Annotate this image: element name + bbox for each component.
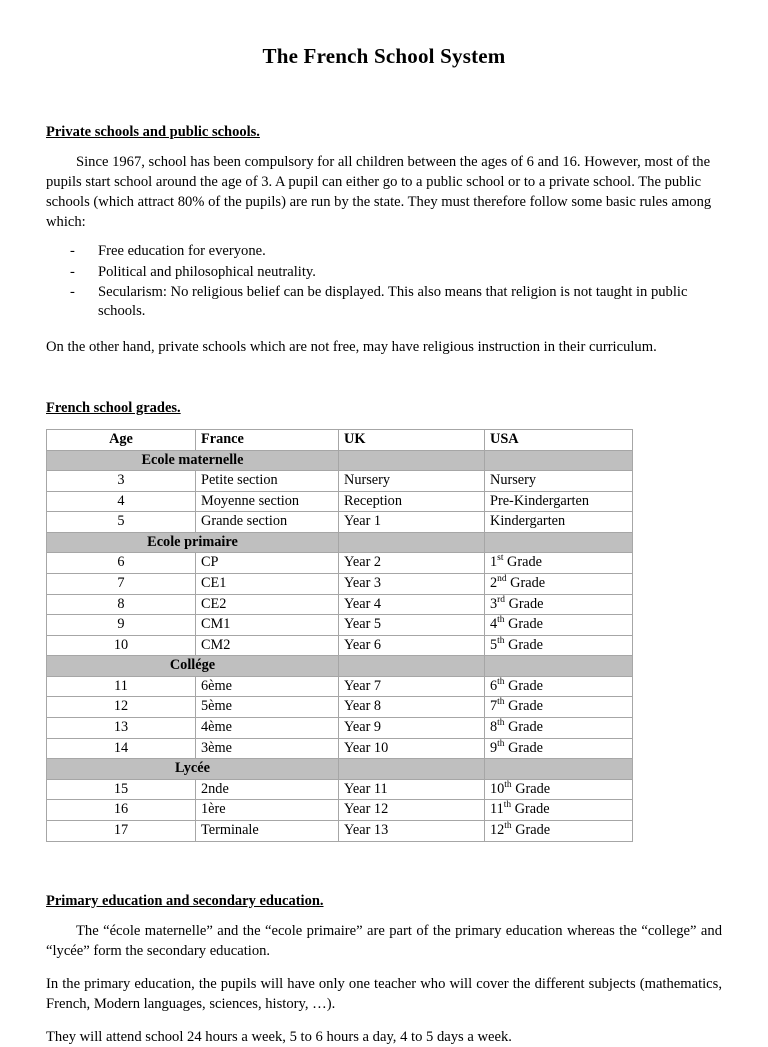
usa-grade-number: 7 [490, 698, 498, 715]
cell-age: 11 [47, 676, 196, 697]
ordinal-suffix: th [497, 677, 505, 688]
table-row [47, 676, 633, 697]
cell-france: CE2 [196, 594, 339, 615]
usa-grade-word: Grade [504, 677, 543, 694]
section-row-ecole-primaire [47, 532, 633, 553]
cell-france: 6ème [196, 676, 339, 697]
cell-uk: Year 7 [339, 676, 485, 697]
cell-uk: Year 1 [339, 512, 485, 533]
cell-uk: Year 9 [339, 718, 485, 739]
cell-usa [485, 820, 633, 841]
cell-usa [485, 553, 633, 574]
usa-grade-word: Grade [506, 574, 546, 591]
usa-grade-number: 4 [490, 616, 498, 633]
column-header-age: Age [47, 429, 196, 450]
usa-grade-number: 3 [490, 595, 498, 612]
ordinal-suffix: nd [497, 574, 507, 585]
usa-grade-number: 2 [490, 574, 498, 591]
cell-age: 4 [47, 491, 196, 512]
cell-france: 2nde [196, 779, 339, 800]
table-row [47, 573, 633, 594]
cell-uk: Nursery [339, 471, 485, 492]
cell-age: 7 [47, 573, 196, 594]
usa-grade-number: 1 [490, 554, 498, 571]
list-item-label: Free education for everyone. [98, 243, 266, 260]
usa-grade-number: 5 [490, 636, 498, 653]
paragraph-private-schools-curriculum: On the other hand, private schools which are not free, may have religious instruction in their curriculum. [46, 338, 657, 355]
ordinal-suffix: th [497, 738, 505, 749]
usa-grade-number: 12 [490, 821, 505, 838]
basic-rules-list [46, 232, 722, 322]
table-header-row [47, 429, 633, 450]
cell-usa [485, 779, 633, 800]
cell-age: 8 [47, 594, 196, 615]
cell-age: 9 [47, 615, 196, 636]
cell-age: 5 [47, 512, 196, 533]
usa-grade-word: Grade [504, 719, 543, 736]
ordinal-suffix: th [497, 697, 505, 708]
table-row [47, 820, 633, 841]
table-row [47, 779, 633, 800]
list-item [46, 242, 722, 261]
bullet-dash-marker: - [70, 243, 75, 260]
cell-france: CP [196, 553, 339, 574]
cell-uk: Year 2 [339, 553, 485, 574]
cell-france: 4ème [196, 718, 339, 739]
cell-uk: Year 3 [339, 573, 485, 594]
cell-france: Grande section [196, 512, 339, 533]
column-header-france: France [196, 429, 339, 450]
column-header-uk: UK [339, 429, 485, 450]
section-label-college: Collége [47, 656, 339, 677]
usa-grade-word: Grade [504, 698, 543, 715]
section-label-ecole-primaire: Ecole primaire [47, 532, 339, 553]
usa-grade-word: Grade [504, 636, 543, 653]
cell-france: CM1 [196, 615, 339, 636]
cell-usa [485, 635, 633, 656]
usa-grade-word: Grade [511, 821, 551, 838]
cell-uk: Reception [339, 491, 485, 512]
section-blank-usa [485, 532, 633, 553]
table-row [47, 635, 633, 656]
section-blank-usa [485, 656, 633, 677]
cell-age: 10 [47, 635, 196, 656]
section-row-ecole-maternelle [47, 450, 633, 471]
cell-usa: Pre-Kindergarten [485, 491, 633, 512]
usa-grade-word: Grade [505, 595, 544, 612]
cell-usa [485, 697, 633, 718]
cell-france: CM2 [196, 635, 339, 656]
ordinal-suffix: th [497, 615, 505, 626]
cell-usa [485, 594, 633, 615]
usa-grade-number: 6 [490, 677, 498, 694]
cell-age: 16 [47, 800, 196, 821]
cell-france: CE1 [196, 573, 339, 594]
table-row [47, 697, 633, 718]
cell-france: 3ème [196, 738, 339, 759]
table-row [47, 512, 633, 533]
ordinal-suffix: th [497, 635, 505, 646]
french-school-grades-table [46, 429, 633, 842]
section-row-lycee [47, 759, 633, 780]
cell-age: 13 [47, 718, 196, 739]
cell-uk: Year 6 [339, 635, 485, 656]
cell-france: Moyenne section [196, 491, 339, 512]
bullet-dash-marker: - [70, 284, 75, 301]
ordinal-suffix: rd [497, 594, 506, 605]
section-blank-uk [339, 532, 485, 553]
cell-usa [485, 676, 633, 697]
section-row-college [47, 656, 633, 677]
usa-grade-word: Grade [504, 616, 543, 633]
usa-grade-number: 10 [490, 780, 505, 797]
cell-usa [485, 738, 633, 759]
ordinal-suffix: th [503, 800, 512, 811]
list-item-label: Political and philosophical neutrality. [98, 263, 316, 280]
document-content [46, 0, 722, 1047]
section-label-lycee: Lycée [47, 759, 339, 780]
ordinal-suffix: th [504, 780, 512, 790]
usa-grade-word: Grade [511, 780, 551, 797]
table-row [47, 615, 633, 636]
section-blank-usa [485, 450, 633, 471]
heading-french-school-grades: French school grades. [46, 399, 181, 416]
cell-uk: Year 8 [339, 697, 485, 718]
cell-uk: Year 5 [339, 615, 485, 636]
usa-grade-number: 9 [490, 739, 498, 756]
cell-age: 17 [47, 820, 196, 841]
cell-uk: Year 4 [339, 594, 485, 615]
cell-age: 12 [47, 697, 196, 718]
cell-usa [485, 615, 633, 636]
list-item [46, 283, 722, 322]
cell-uk: Year 10 [339, 738, 485, 759]
cell-usa: Nursery [485, 471, 633, 492]
paragraph-school-hours: They will attend school 24 hours a week, 5 to 6 hours a day, 4 to 5 days a week. [46, 1028, 512, 1045]
usa-grade-word: Grade [511, 801, 550, 818]
cell-usa [485, 573, 633, 594]
heading-private-public-schools: Private schools and public schools. [46, 124, 260, 140]
cell-uk: Year 12 [339, 800, 485, 821]
table-row [47, 738, 633, 759]
cell-uk: Year 11 [339, 779, 485, 800]
ordinal-suffix: st [497, 553, 504, 564]
table-row [47, 491, 633, 512]
usa-grade-word: Grade [503, 554, 542, 571]
cell-usa [485, 800, 633, 821]
cell-france: Petite section [196, 471, 339, 492]
section-blank-uk [339, 656, 485, 677]
table-row [47, 594, 633, 615]
usa-grade-number: 8 [490, 719, 498, 736]
cell-france: Terminale [196, 820, 339, 841]
table-row [47, 553, 633, 574]
table-row [47, 800, 633, 821]
table-row [47, 718, 633, 739]
section-blank-uk [339, 450, 485, 471]
usa-grade-number: 11 [490, 801, 504, 818]
cell-france: 1ère [196, 800, 339, 821]
list-item-label: Secularism: No religious belief can be displayed. This also means that religion is not taught in public schools. [98, 284, 688, 320]
section-blank-uk [339, 759, 485, 780]
cell-usa: Kindergarten [485, 512, 633, 533]
column-header-usa: USA [485, 429, 633, 450]
cell-age: 3 [47, 471, 196, 492]
section-blank-usa [485, 759, 633, 780]
cell-age: 14 [47, 738, 196, 759]
section-label-ecole-maternelle: Ecole maternelle [47, 450, 339, 471]
cell-age: 15 [47, 779, 196, 800]
page-title: The French School System [262, 44, 506, 68]
cell-france: 5ème [196, 697, 339, 718]
list-item [46, 263, 722, 282]
ordinal-suffix: th [504, 821, 512, 832]
cell-uk: Year 13 [339, 820, 485, 841]
table-row [47, 471, 633, 492]
ordinal-suffix: th [497, 718, 505, 729]
cell-age: 6 [47, 553, 196, 574]
paragraph-primary-teacher-subjects: In the primary education, the pupils will have only one teacher who will cover the different subjects (mathematics, French, Modern languages, sciences, history, …). [46, 975, 722, 1012]
bullet-dash-marker: - [70, 263, 75, 280]
paragraph-primary-secondary-definition: The “école maternelle” and the “ecole primaire” are part of the primary education whereas the “college” and “lycée” form the secondary education. [46, 922, 722, 959]
cell-usa [485, 718, 633, 739]
usa-grade-word: Grade [504, 739, 543, 756]
heading-primary-secondary-education: Primary education and secondary education. [46, 892, 324, 909]
paragraph-compulsory-schooling: Since 1967, school has been compulsory for all children between the ages of 6 and 16. However, most of the pupils start school around the age of 3. A pupil can either go to a public school or to a private school. The public schools (which attract 80% of the pupils) are run by the state. They must therefore follow some basic rules among which: [46, 154, 712, 231]
